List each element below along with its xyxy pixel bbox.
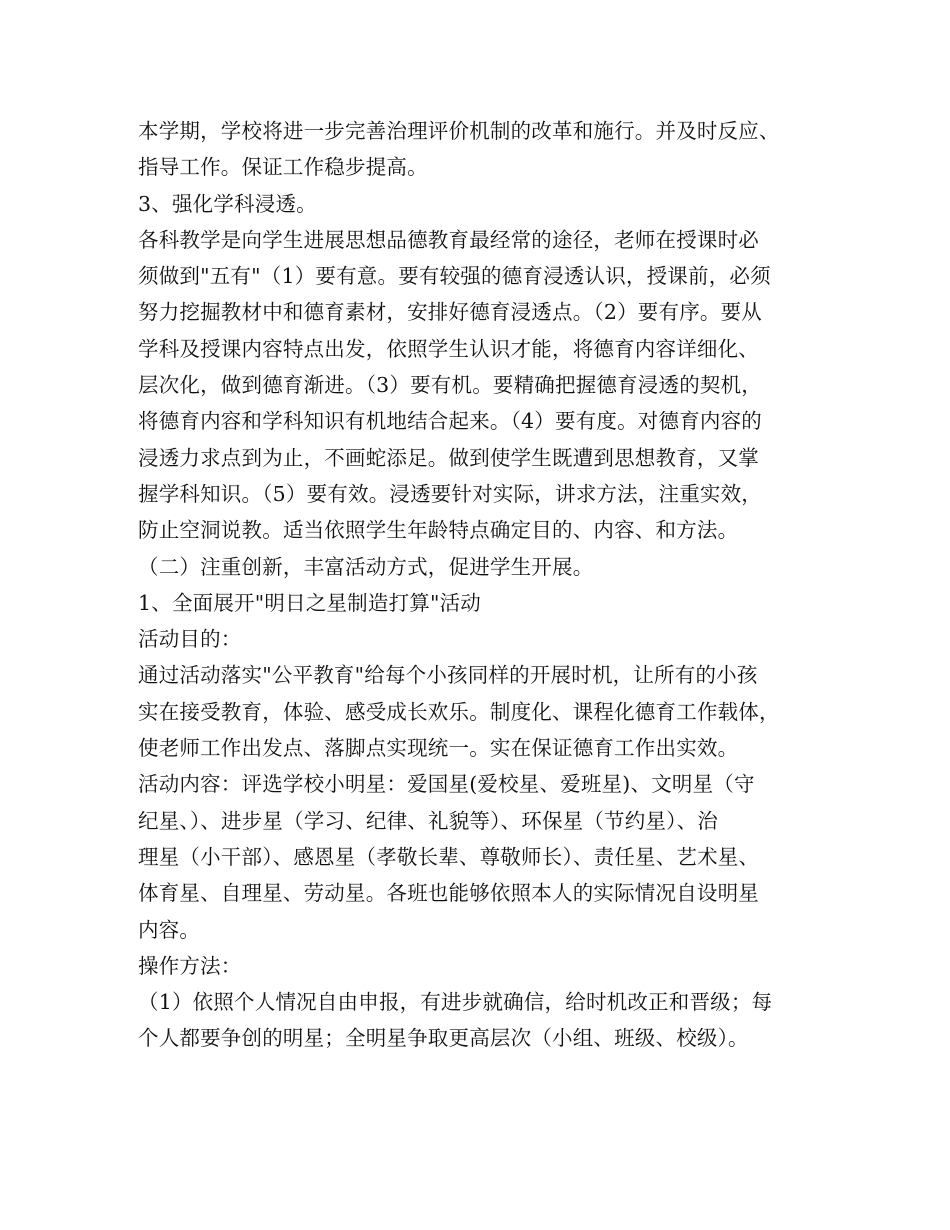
paragraph-line: 各科教学是向学生进展思想品德教育最经常的途径，老师在授课时必 [138, 227, 759, 252]
paragraph-line: 学科及授课内容特点出发，依照学生认识才能，将德育内容详细化、 [138, 336, 759, 361]
paragraph-line: 层次化，做到德育渐进。（3）要有机。要精确把握德育浸透的契机， [138, 373, 762, 398]
paragraph-line: 使老师工作出发点、落脚点实现统一。实在保证德育工作出实效。 [138, 736, 739, 761]
paragraph-line: 纪星、）、进步星（学习、纪律、礼貌等）、环保星（节约星）、治 [138, 808, 718, 833]
section-heading: 3、强化学科浸透。 [138, 191, 317, 216]
paragraph-line: 内容。 [138, 917, 201, 942]
document-body [138, 113, 838, 1057]
paragraph-line: 指导工作。保证工作稳步提高。 [138, 155, 428, 180]
paragraph-line: 实在接受教育，体验、感受成长欢乐。制度化、课程化德育工作载体， [138, 699, 780, 724]
paragraph-line: 努力挖掘教材中和德育素材，安排好德育浸透点。（2）要有序。要从 [138, 300, 762, 325]
paragraph-line: 本学期，学校将进一步完善治理评价机制的改革和施行。并及时反应、 [138, 119, 780, 143]
paragraph-line: 个人都要争创的明星；全明星争取更高层次（小组、班级、校级）。 [138, 1026, 749, 1051]
section-heading: 1、全面展开"明日之星制造打算"活动 [138, 590, 482, 615]
paragraph-line: 通过活动落实"公平教育"给每个小孩同样的开展时机，让所有的小孩 [138, 663, 758, 688]
section-heading: （二）注重创新，丰富活动方式，促进学生开展。 [138, 554, 594, 579]
paragraph-line: 活动内容：评选学校小明星：爱国星(爱校星、爱班星)、文明星（守 [138, 772, 755, 797]
paragraph-line: 须做到"五有"（1）要有意。要有较强的德育浸透认识，授课前，必须 [138, 264, 771, 289]
paragraph-line: 浸透力求点到为止，不画蛇添足。做到使学生既遭到思想教育，又掌 [138, 445, 759, 470]
paragraph-line: （1）依照个人情况自由申报，有进步就确信，给时机改正和晋级；每 [138, 990, 773, 1015]
paragraph-line: 握学科知识。（5）要有效。浸透要针对实际，讲求方法，注重实效， [138, 481, 762, 506]
subheading: 操作方法： [138, 953, 242, 978]
paragraph-line: 防止空洞说教。适当依照学生年龄特点确定目的、内容、和方法。 [138, 518, 739, 543]
subheading: 活动目的： [138, 627, 242, 652]
paragraph-line: 将德育内容和学科知识有机地结合起来。（4）要有度。对德育内容的 [138, 409, 762, 434]
paragraph-line: 理星（小干部）、感恩星（孝敬长辈、尊敬师长）、责任星、艺术星、 [138, 844, 760, 869]
paragraph-line: 体育星、自理星、劳动星。各班也能够依照本人的实际情况自设明星 [138, 881, 759, 906]
